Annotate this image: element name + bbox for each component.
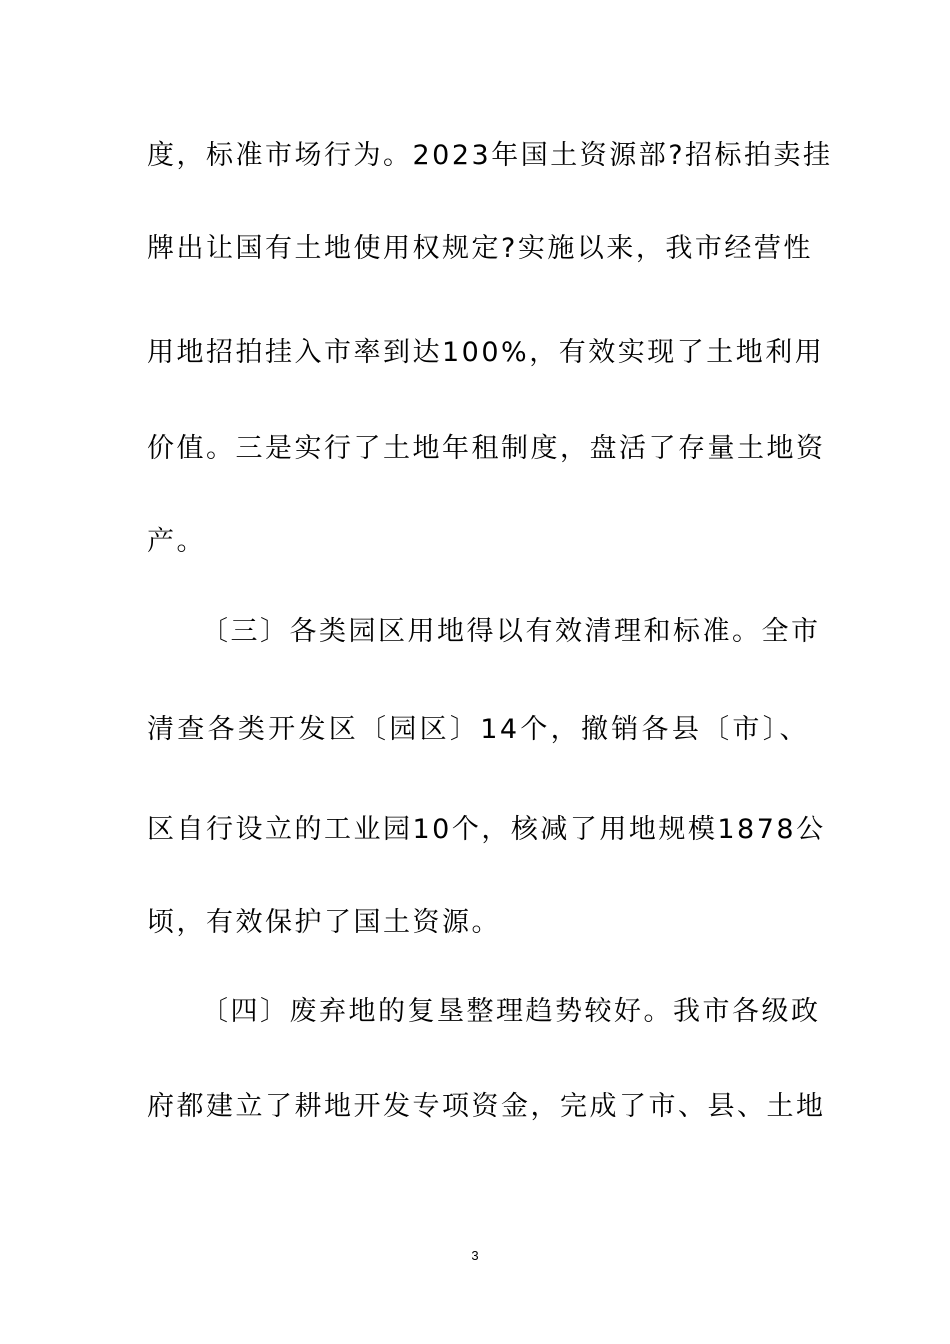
paragraph-heading-4: 〔四〕废弃地的复垦整理趋势较好。我市各级政 [201,996,821,1027]
text-line: 用地招拍挂入市率到达100%，有效实现了土地利用 [147,337,825,368]
text-line: 产。 [147,526,206,557]
paragraph-heading-3: 〔三〕各类园区用地得以有效清理和标准。全市 [201,616,821,647]
text-line: 清查各类开发区〔园区〕14个，撤销各县〔市〕、 [147,714,809,745]
text-line: 顷，有效保护了国土资源。 [147,907,501,938]
text-line: 牌出让国有土地使用权规定?实施以来，我市经营性 [147,233,813,264]
text-line: 区自行设立的工业园10个，核减了用地规模1878公 [147,814,826,845]
text-line: 价值。三是实行了土地年租制度，盘活了存量土地资 [147,433,826,464]
text-line: 度，标准市场行为。2023年国土资源部?招标拍卖挂 [147,140,833,171]
page-number: 3 [471,1248,479,1263]
text-line: 府都建立了耕地开发专项资金，完成了市、县、土地 [147,1091,826,1122]
